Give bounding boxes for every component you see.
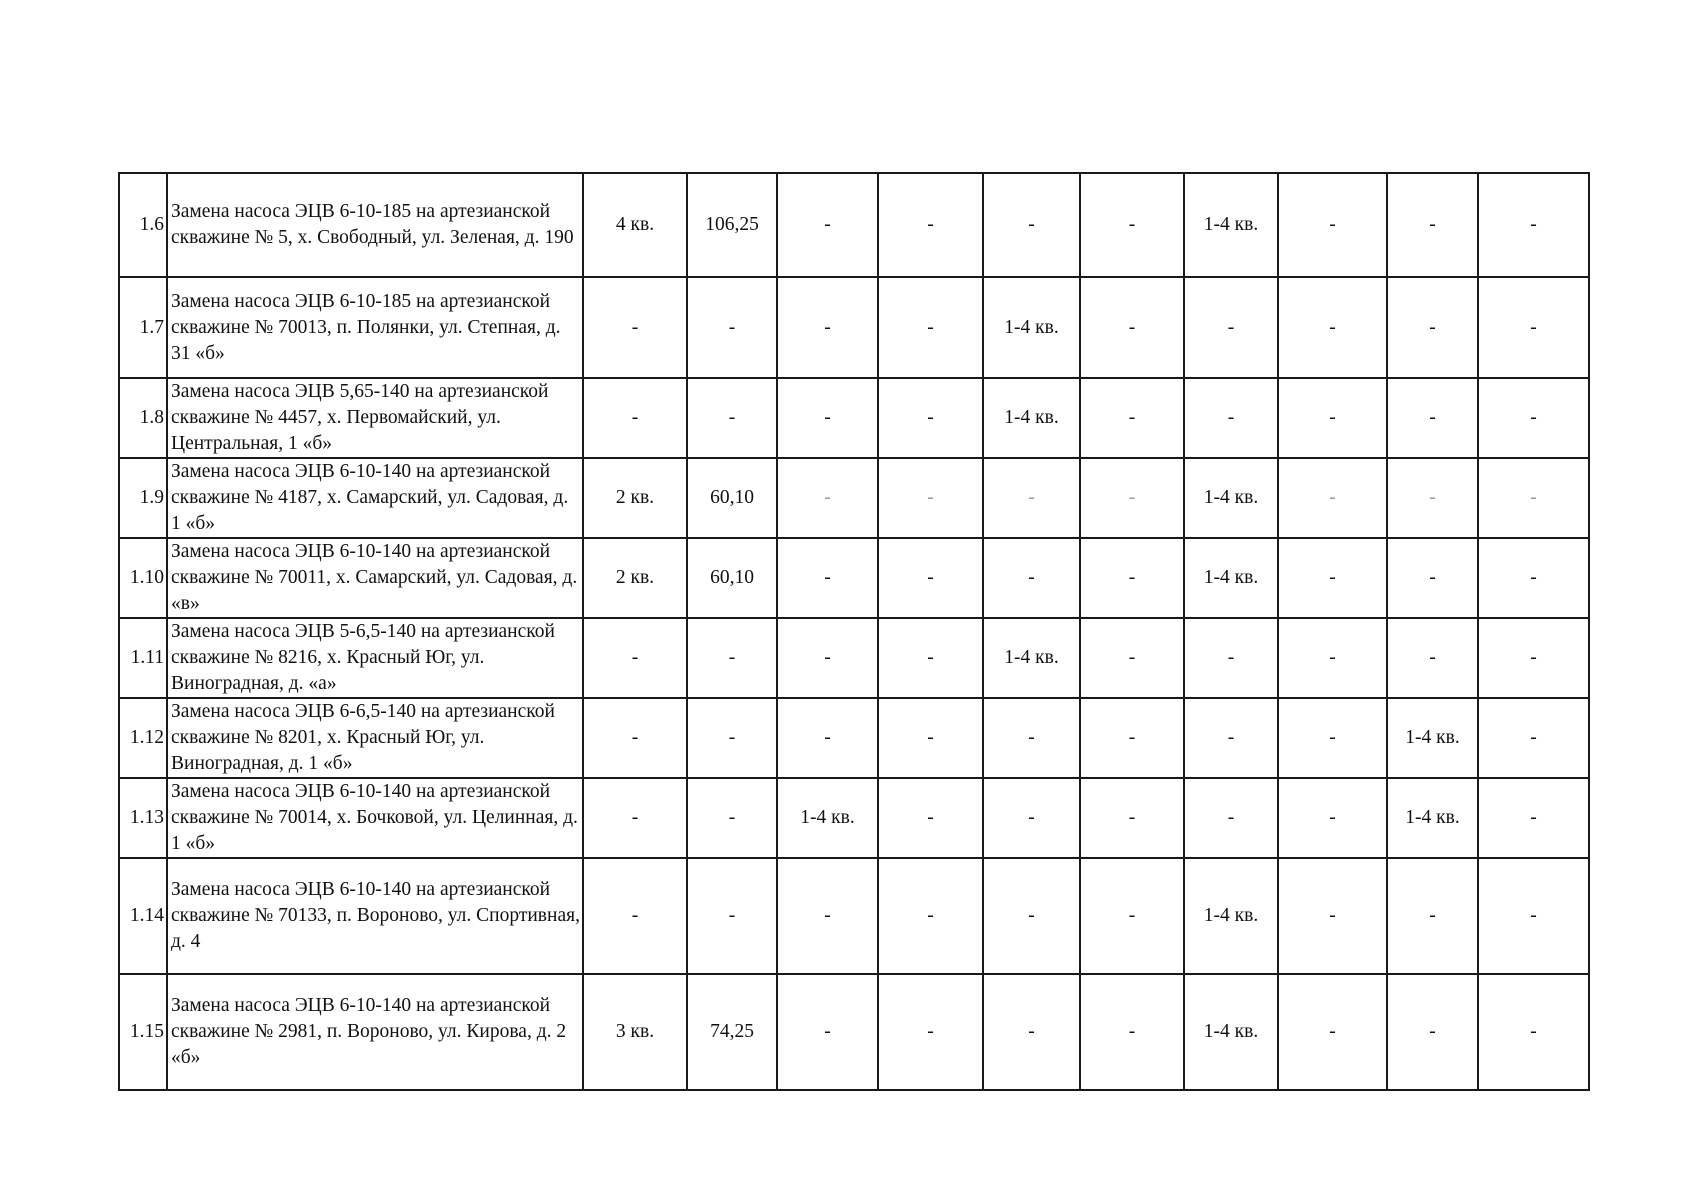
schedule-cell: - — [983, 974, 1080, 1090]
row-number: 1.15 — [119, 974, 167, 1090]
schedule-cell: 1-4 кв. — [1184, 974, 1278, 1090]
table-row — [119, 974, 1589, 1090]
schedule-cell: - — [983, 778, 1080, 858]
schedule-cell: - — [777, 378, 878, 458]
work-description: Замена насоса ЭЦВ 5-6,5-140 на артезианской скважине № 8216, х. Красный Юг, ул. Виноградная, д. «а» — [167, 618, 583, 698]
row-number: 1.9 — [119, 458, 167, 538]
schedule-cell: - — [1478, 618, 1589, 698]
schedule-cell: - — [1278, 858, 1387, 974]
work-description: Замена насоса ЭЦВ 5,65-140 на артезианской скважине № 4457, х. Первомайский, ул. Центральная, 1 «б» — [167, 378, 583, 458]
row-number: 1.12 — [119, 698, 167, 778]
schedule-cell: 1-4 кв. — [1387, 698, 1478, 778]
row-number: 1.14 — [119, 858, 167, 974]
schedule-cell: - — [1080, 618, 1184, 698]
schedule-cell: 1-4 кв. — [983, 277, 1080, 378]
schedule-cell: - — [583, 378, 687, 458]
schedule-cell: - — [1278, 538, 1387, 618]
table-row — [119, 538, 1589, 618]
schedule-cell: - — [1387, 858, 1478, 974]
work-description: Замена насоса ЭЦВ 6-10-140 на артезианской скважине № 70011, х. Самарский, ул. Садовая, д. «в» — [167, 538, 583, 618]
work-description: Замена насоса ЭЦВ 6-10-185 на артезианской скважине № 5, х. Свободный, ул. Зеленая, д. 190 — [167, 173, 583, 277]
schedule-cell: 1-4 кв. — [983, 378, 1080, 458]
schedule-cell: - — [1184, 698, 1278, 778]
schedule-cell: - — [878, 173, 983, 277]
schedule-cell: - — [1080, 173, 1184, 277]
schedule-cell: - — [687, 277, 777, 378]
schedule-cell: - — [1478, 778, 1589, 858]
schedule-cell: 3 кв. — [583, 974, 687, 1090]
schedule-cell: - — [687, 858, 777, 974]
schedule-cell: - — [1080, 698, 1184, 778]
schedule-cell: - — [878, 858, 983, 974]
schedule-cell: - — [1278, 778, 1387, 858]
schedule-cell: 106,25 — [687, 173, 777, 277]
schedule-cell: - — [583, 858, 687, 974]
schedule-cell: - — [777, 618, 878, 698]
schedule-cell: - — [777, 698, 878, 778]
table-row — [119, 618, 1589, 698]
schedule-cell: - — [878, 698, 983, 778]
schedule-cell: - — [983, 173, 1080, 277]
schedule-cell: - — [777, 173, 878, 277]
schedule-cell: - — [1278, 458, 1387, 538]
work-description: Замена насоса ЭЦВ 6-6,5-140 на артезианской скважине № 8201, х. Красный Юг, ул. Виноградная, д. 1 «б» — [167, 698, 583, 778]
schedule-cell: 1-4 кв. — [1184, 458, 1278, 538]
work-description: Замена насоса ЭЦВ 6-10-185 на артезианской скважине № 70013, п. Полянки, ул. Степная, д. 31 «б» — [167, 277, 583, 378]
schedule-cell: - — [1387, 618, 1478, 698]
schedule-cell: - — [1080, 277, 1184, 378]
schedule-cell: - — [1080, 778, 1184, 858]
schedule-cell: 1-4 кв. — [1184, 858, 1278, 974]
schedule-cell: - — [878, 538, 983, 618]
schedule-cell: - — [1080, 458, 1184, 538]
table-row — [119, 173, 1589, 277]
row-number: 1.13 — [119, 778, 167, 858]
table-row — [119, 378, 1589, 458]
schedule-cell: - — [983, 858, 1080, 974]
schedule-cell: - — [687, 698, 777, 778]
schedule-cell: - — [1278, 173, 1387, 277]
schedule-cell: - — [878, 778, 983, 858]
schedule-cell: - — [1387, 378, 1478, 458]
schedule-cell: - — [878, 974, 983, 1090]
schedule-cell: - — [1478, 277, 1589, 378]
schedule-cell: - — [777, 858, 878, 974]
schedule-cell: - — [1080, 378, 1184, 458]
schedule-cell: - — [983, 538, 1080, 618]
schedule-cell: 4 кв. — [583, 173, 687, 277]
schedule-cell: - — [1080, 974, 1184, 1090]
schedule-cell: - — [1387, 974, 1478, 1090]
schedule-cell: 74,25 — [687, 974, 777, 1090]
work-description: Замена насоса ЭЦВ 6-10-140 на артезианской скважине № 70014, х. Бочковой, ул. Целинная, д. 1 «б» — [167, 778, 583, 858]
schedule-cell: - — [1478, 974, 1589, 1090]
schedule-cell: - — [1278, 618, 1387, 698]
schedule-cell: - — [983, 698, 1080, 778]
schedule-cell: - — [1387, 538, 1478, 618]
schedule-cell: 1-4 кв. — [1184, 173, 1278, 277]
schedule-cell: - — [777, 974, 878, 1090]
work-description: Замена насоса ЭЦВ 6-10-140 на артезианской скважине № 4187, х. Самарский, ул. Садовая, д. 1 «б» — [167, 458, 583, 538]
table-row — [119, 458, 1589, 538]
schedule-cell: - — [1278, 378, 1387, 458]
work-description: Замена насоса ЭЦВ 6-10-140 на артезианской скважине № 2981, п. Вороново, ул. Кирова, д. 2 «б» — [167, 974, 583, 1090]
schedule-cell: - — [777, 277, 878, 378]
schedule-cell: - — [687, 778, 777, 858]
table-row — [119, 778, 1589, 858]
table-row — [119, 277, 1589, 378]
table-row — [119, 698, 1589, 778]
schedule-cell: 1-4 кв. — [1387, 778, 1478, 858]
schedule-cell: - — [777, 458, 878, 538]
schedule-cell: - — [878, 277, 983, 378]
schedule-cell: - — [1478, 173, 1589, 277]
schedule-cell: 2 кв. — [583, 538, 687, 618]
schedule-cell: - — [1278, 277, 1387, 378]
schedule-cell: - — [1184, 618, 1278, 698]
schedule-cell: - — [1184, 778, 1278, 858]
work-description: Замена насоса ЭЦВ 6-10-140 на артезианской скважине № 70133, п. Вороново, ул. Спортивная, д. 4 — [167, 858, 583, 974]
schedule-cell: - — [878, 618, 983, 698]
schedule-cell: - — [1478, 378, 1589, 458]
schedule-cell: - — [1184, 378, 1278, 458]
work-schedule-table — [118, 172, 1590, 1091]
schedule-cell: - — [1387, 173, 1478, 277]
schedule-cell: - — [583, 778, 687, 858]
schedule-cell: - — [687, 618, 777, 698]
row-number: 1.7 — [119, 277, 167, 378]
schedule-cell: - — [583, 277, 687, 378]
table-row — [119, 858, 1589, 974]
schedule-cell: - — [878, 458, 983, 538]
schedule-cell: - — [583, 698, 687, 778]
schedule-cell: - — [878, 378, 983, 458]
table-body — [119, 173, 1589, 1090]
schedule-cell: - — [687, 378, 777, 458]
schedule-cell: - — [1278, 698, 1387, 778]
schedule-cell: 1-4 кв. — [983, 618, 1080, 698]
schedule-cell: - — [1478, 698, 1589, 778]
row-number: 1.10 — [119, 538, 167, 618]
row-number: 1.8 — [119, 378, 167, 458]
schedule-cell: - — [1478, 858, 1589, 974]
schedule-cell: 1-4 кв. — [777, 778, 878, 858]
schedule-cell: 60,10 — [687, 458, 777, 538]
schedule-cell: 2 кв. — [583, 458, 687, 538]
schedule-cell: - — [1278, 974, 1387, 1090]
schedule-cell: - — [1478, 538, 1589, 618]
schedule-cell: 60,10 — [687, 538, 777, 618]
row-number: 1.11 — [119, 618, 167, 698]
schedule-cell: - — [1080, 538, 1184, 618]
row-number: 1.6 — [119, 173, 167, 277]
schedule-cell: - — [983, 458, 1080, 538]
schedule-cell: - — [583, 618, 687, 698]
schedule-cell: 1-4 кв. — [1184, 538, 1278, 618]
schedule-cell: - — [777, 538, 878, 618]
schedule-cell: - — [1478, 458, 1589, 538]
schedule-cell: - — [1080, 858, 1184, 974]
schedule-cell: - — [1387, 458, 1478, 538]
schedule-cell: - — [1387, 277, 1478, 378]
schedule-cell: - — [1184, 277, 1278, 378]
